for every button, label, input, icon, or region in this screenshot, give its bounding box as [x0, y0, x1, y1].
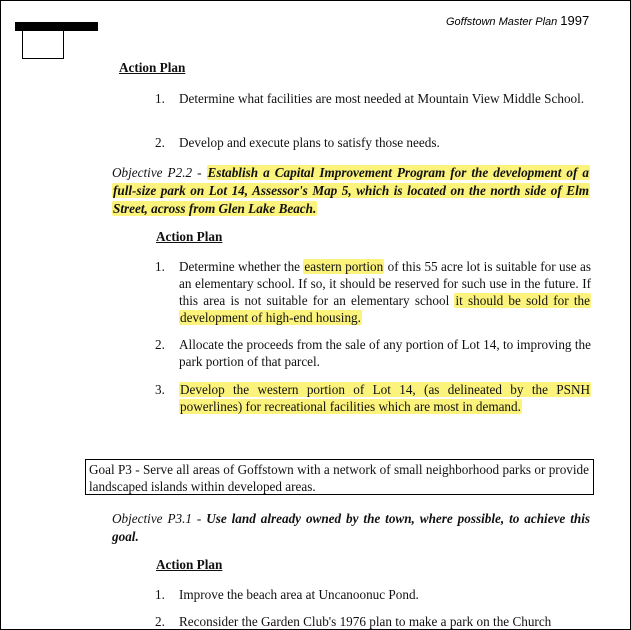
list-item-number: 1.	[155, 587, 165, 602]
header-box	[22, 30, 64, 59]
action-plan-heading-3: Action Plan	[156, 557, 223, 572]
objective-p3-1	[112, 510, 590, 546]
list-item-number: 2.	[155, 337, 165, 352]
list-item: Develop and execute plans to satisfy those needs.	[179, 135, 440, 150]
list-item: Reconsider the Garden Club's 1976 plan to make a park on the Church	[179, 614, 552, 629]
highlighted-text: it should be sold for the development of high-end housing.	[180, 293, 590, 325]
list-item	[179, 381, 591, 415]
list-item-number: 2.	[155, 135, 165, 150]
objective-text: Use land already owned by the town, where possible, to achieve this goal.	[112, 511, 590, 544]
text-run: Determine whether the	[179, 259, 304, 274]
list-item-number: 3.	[155, 382, 165, 397]
list-item: Improve the beach area at Uncanoonuc Pond.	[179, 587, 419, 602]
action-plan-heading-1: Action Plan	[119, 60, 186, 75]
list-item: Allocate the proceeds from the sale of any portion of Lot 14, to improving the park portion of that parcel.	[179, 337, 591, 369]
objective-label: Objective P2.2 -	[112, 165, 202, 180]
objective-text: Establish a Capital Improvement Program for the development of a full-size park on Lot 14, Assessor's Map 5, which is located on the north side of Elm Street, across from Glen Lake Beach.	[113, 165, 589, 216]
list-item	[179, 258, 591, 326]
header-year: 1997	[560, 13, 590, 28]
header-title: Goffstown Master Plan	[446, 16, 558, 28]
objective-p2-2	[112, 164, 590, 218]
page-header	[446, 13, 589, 28]
goal-p3: Goal P3 - Serve all areas of Goffstown with a network of small neighborhood parks or provide landscaped islands within developed areas.	[89, 462, 589, 494]
highlighted-text: eastern portion	[304, 259, 384, 274]
action-plan-heading-2: Action Plan	[156, 229, 223, 244]
list-item-number: 2.	[155, 614, 165, 629]
text-run: of this 55 acre lot is suitable for use as an elementary school. If so, it should be reserved for such use in the future. If this area is not suitable for an elementary school	[179, 259, 591, 308]
highlighted-text: Develop the western portion of Lot 14, (as delineated by the PSNH powerlines) for recreational facilities which are most in demand.	[180, 382, 590, 414]
list-item-number: 1.	[155, 91, 165, 106]
list-item-number: 1.	[155, 259, 165, 274]
list-item: Determine what facilities are most needed at Mountain View Middle School.	[179, 91, 585, 106]
objective-label: Objective P3.1 -	[112, 511, 202, 526]
